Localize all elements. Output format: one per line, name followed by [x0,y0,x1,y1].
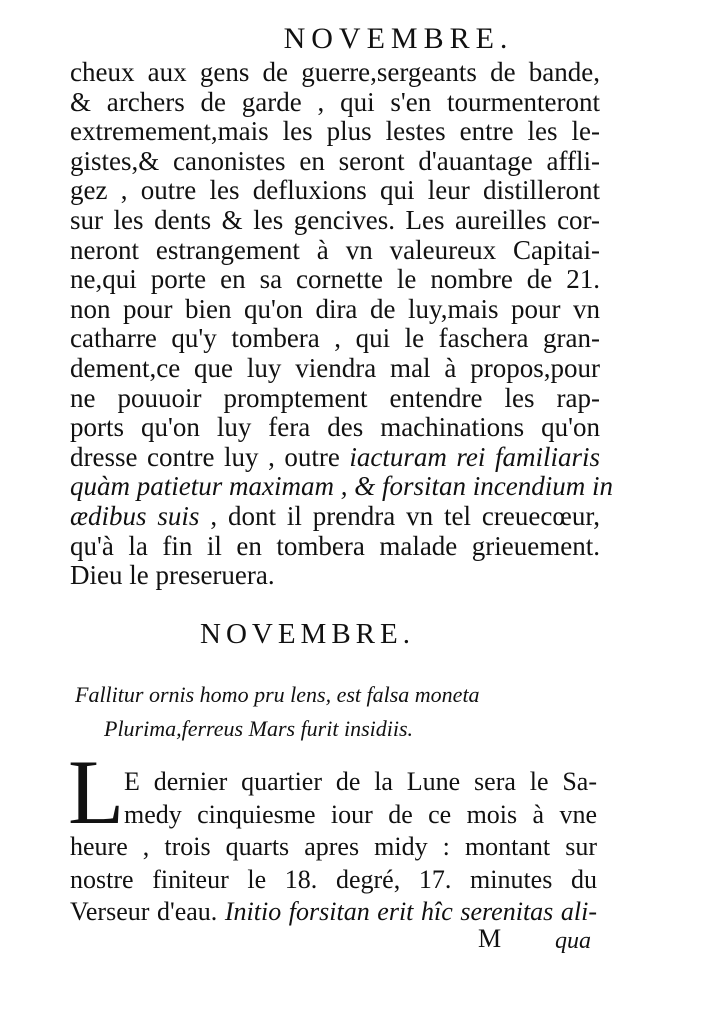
text-line: nostre finiteur le 18. degré, 17. minutes du [70,864,597,894]
text-line: gez , outre les defluxions qui leur distilleront [70,175,600,206]
text-line: & archers de garde , qui s'en tourmenteront [70,86,600,117]
catchword: qua [555,928,591,954]
text-italic-latin: iacturam rei familiaris [349,441,600,472]
text-line: sur les dents & les gencives. Les aureilles cor- [70,204,600,235]
paragraph-forecast-continued [70,57,613,591]
text-line: catharre qu'y tombera , qui le faschera gran- [70,323,600,354]
verse-line: Fallitur ornis homo pru lens, est falsa moneta [75,682,480,707]
text-line: neront estrangement à vn valeureux Capitai- [70,234,600,265]
text-line: gistes,& canonistes en seront d'auantage affli- [70,145,600,176]
text-line-mixed [70,896,597,929]
text-line: cheux aux gens de guerre,sergeants de bande, [70,57,600,87]
text-line-italic: quàm patietur maximam , & forsitan incendium in [70,471,613,502]
text-line: Dieu le preseruera. [70,560,275,591]
text-line: ne,qui porte en sa cornette le nombre de 21. [70,264,600,295]
text-line: non pour bien qu'on dira de luy,mais pour vn [70,293,600,324]
text-line: ne pouuoir promptement entendre les rap- [70,382,600,413]
drop-cap: L [68,741,125,843]
text-roman: dresse contre luy , outre [70,441,350,472]
text-italic-latin: ædibus suis [70,500,200,531]
text-roman: , dont il prendra vn tel creuecœur, [199,500,600,531]
text-line-mixed [70,443,600,473]
text-roman: Verseur d'eau. [70,897,225,926]
section-title: NOVEMBRE. [200,618,415,650]
text-line: E dernier quartier de la Lune sera le Sa- [124,767,597,796]
running-head: NOVEMBRE. [283,22,514,55]
signature-mark: M [478,924,502,953]
text-italic-latin: Initio forsitan erit hîc serenitas ali- [224,897,597,926]
text-line-mixed [70,502,600,532]
text-line: qu'à la fin il en tombera malade grieuement. [70,530,600,561]
text-line: ports qu'on luy fera des machinations qu'on [70,412,600,443]
verse-line: Plurima,ferreus Mars furit insidiis. [104,716,414,741]
text-line: heure , trois quarts apres midy : montant sur [70,832,597,861]
text-line: extremement,mais les plus lestes entre les le- [70,116,600,147]
text-line: medy cinquiesme iour de ce mois à vne [124,799,597,829]
text-line: dement,ce que luy viendra mal à propos,pour [70,352,600,383]
paragraph-lunar-quarter [70,766,597,929]
